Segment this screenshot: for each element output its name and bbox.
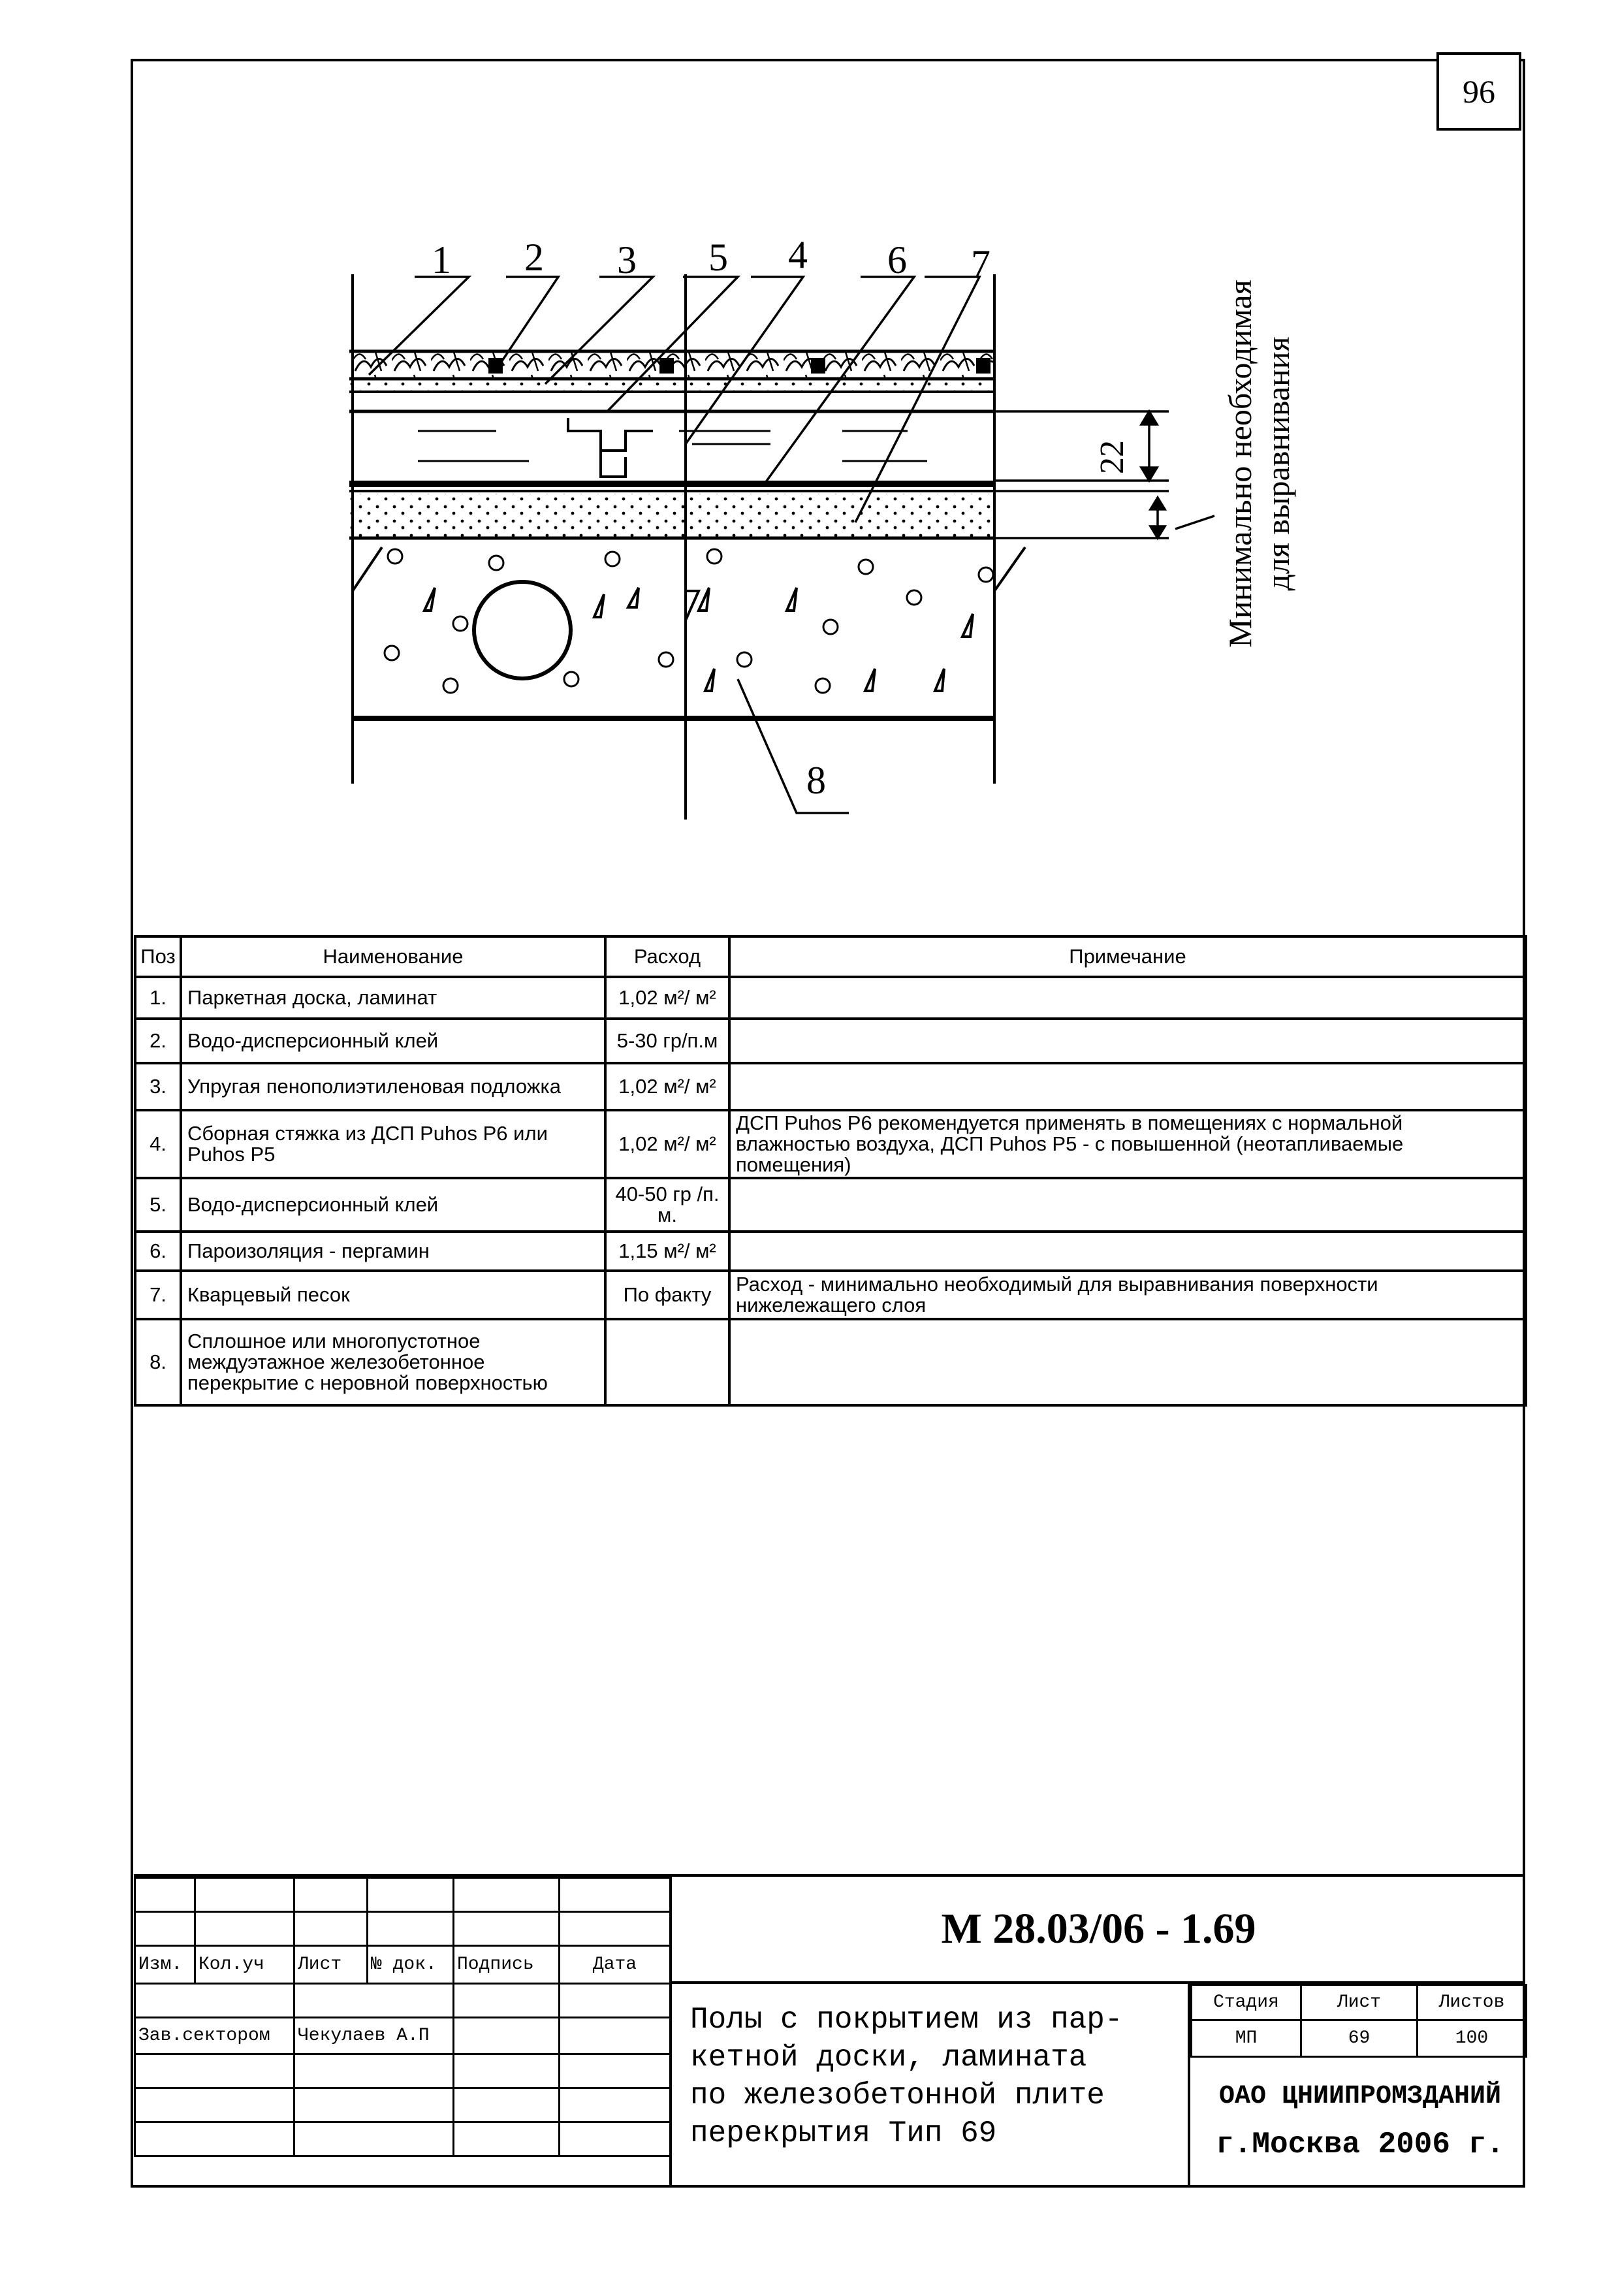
row-name: Упругая пенополиэтиленовая подложка [181, 1063, 605, 1110]
col-sign: Подпись [454, 1946, 560, 1984]
row-pos: 1. [135, 977, 181, 1019]
row-pos: 6. [135, 1232, 181, 1271]
row-consumption: 5-30 гр/п.м [605, 1019, 729, 1063]
row-name: Водо-дисперсионный клей [181, 1178, 605, 1232]
signature-row [135, 2018, 671, 2054]
row-note [729, 1063, 1526, 1110]
document-code: М 28.03/06 - 1.69 [672, 1877, 1525, 1984]
row-note [729, 1019, 1526, 1063]
title-area [669, 1877, 1525, 2188]
label-4: 4 [788, 233, 808, 276]
row-pos: 3. [135, 1063, 181, 1110]
row-name: Водо-дисперсионный клей [181, 1019, 605, 1063]
dimension-22: 22 [1094, 440, 1131, 474]
person: Чекулаев А.П [294, 2018, 454, 2054]
label-6: 6 [887, 238, 907, 281]
title-line: кетной доски, ламината [690, 2041, 1087, 2075]
row-note [729, 1178, 1526, 1232]
table-row [135, 1232, 1526, 1271]
underlay-layer [349, 380, 994, 411]
sheets-label: Листов [1418, 1985, 1527, 2020]
sheet-number: 96 [1436, 52, 1521, 131]
col-kol: Кол.уч [195, 1946, 294, 1984]
stage-value: МП [1192, 2020, 1301, 2057]
parquet-layer [349, 351, 994, 379]
table-header-row [135, 936, 1526, 977]
table-row [135, 977, 1526, 1019]
sheet-value: 69 [1301, 2020, 1418, 2057]
sheets-value: 100 [1418, 2020, 1527, 2057]
revision-header-row [135, 1946, 671, 1984]
label-7: 7 [971, 242, 991, 285]
title-line: перекрытия Тип 69 [690, 2116, 997, 2150]
table-row [135, 1110, 1526, 1178]
side-note-line-2: для выравнивания [1260, 336, 1296, 591]
table-row [135, 1063, 1526, 1110]
col-date: Дата [560, 1946, 671, 1984]
row-consumption [605, 1319, 729, 1405]
chipboard-screed-layer [418, 418, 927, 477]
header-consumption: Расход [605, 936, 729, 977]
title-line: по железобетонной плите [690, 2079, 1105, 2113]
row-pos: 8. [135, 1319, 181, 1405]
dimension-lines [994, 411, 1214, 538]
row-name: Сборная стяжка из ДСП Puhos P6 или Puhos P5 [181, 1110, 605, 1178]
row-pos: 4. [135, 1110, 181, 1178]
row-consumption: 1,15 м²/ м² [605, 1232, 729, 1271]
row-pos: 5. [135, 1178, 181, 1232]
row-note: ДСП Puhos P6 рекомендуется применять в помещениях с нормальной влажностью воздуха, ДСП Puhos P5 - с повышенной (неотапливаемые помещения) [729, 1110, 1526, 1178]
row-name: Пароизоляция - пергамин [181, 1232, 605, 1271]
sand-layer [349, 494, 994, 537]
side-note-line-1: Минимально необходимая [1222, 279, 1258, 648]
role: Зав.сектором [135, 2018, 294, 2054]
header-name: Наименование [181, 936, 605, 977]
vapour-barrier-layer [349, 481, 994, 487]
col-izm: Изм. [135, 1946, 195, 1984]
row-note [729, 1319, 1526, 1405]
row-consumption: 1,02 м²/ м² [605, 1110, 729, 1178]
table-row [135, 1271, 1526, 1319]
concrete-slab [353, 547, 1025, 721]
city-year: г.Москва 2006 г. [1216, 2128, 1504, 2161]
stage-label: Стадия [1192, 1985, 1301, 2020]
floor-section-drawing [0, 0, 1601, 927]
row-consumption: 40-50 гр /п. м. [605, 1178, 729, 1232]
title-block [134, 1874, 1525, 2188]
row-consumption: По факту [605, 1271, 729, 1319]
label-3: 3 [617, 238, 637, 281]
stage-table [1190, 1984, 1527, 2058]
row-note [729, 1232, 1526, 1271]
row-pos: 2. [135, 1019, 181, 1063]
row-consumption: 1,02 м²/ м² [605, 1063, 729, 1110]
revision-grid [134, 1877, 671, 1985]
label-2: 2 [524, 236, 544, 279]
table-row [135, 1178, 1526, 1232]
stage-area [1188, 1984, 1525, 2188]
row-pos: 7. [135, 1271, 181, 1319]
col-doc: № док. [368, 1946, 454, 1984]
title-line: Полы с покрытием из пар- [690, 2003, 1123, 2037]
row-note [729, 977, 1526, 1019]
label-5: 5 [708, 236, 728, 279]
row-name: Паркетная доска, ламинат [181, 977, 605, 1019]
table-row [135, 1019, 1526, 1063]
col-list: Лист [294, 1946, 368, 1984]
organization: ОАО ЦНИИПРОМЗДАНИЙ [1218, 2082, 1502, 2111]
row-consumption: 1,02 м²/ м² [605, 977, 729, 1019]
specification-table [134, 935, 1527, 1407]
label-1: 1 [432, 238, 451, 281]
row-name: Кварцевый песок [181, 1271, 605, 1319]
header-pos: Поз [135, 936, 181, 977]
header-note: Примечание [729, 936, 1526, 977]
row-name: Сплошное или многопустотное междуэтажное железобетонное перекрытие с неровной поверхностью [181, 1319, 605, 1405]
label-8: 8 [806, 759, 826, 802]
table-row [135, 1319, 1526, 1405]
signature-grid [134, 1983, 671, 2157]
drawing-title [690, 2001, 1173, 2152]
sheet-label: Лист [1301, 1985, 1418, 2020]
row-note: Расход - минимально необходимый для выравнивания поверхности нижележащего слоя [729, 1271, 1526, 1319]
